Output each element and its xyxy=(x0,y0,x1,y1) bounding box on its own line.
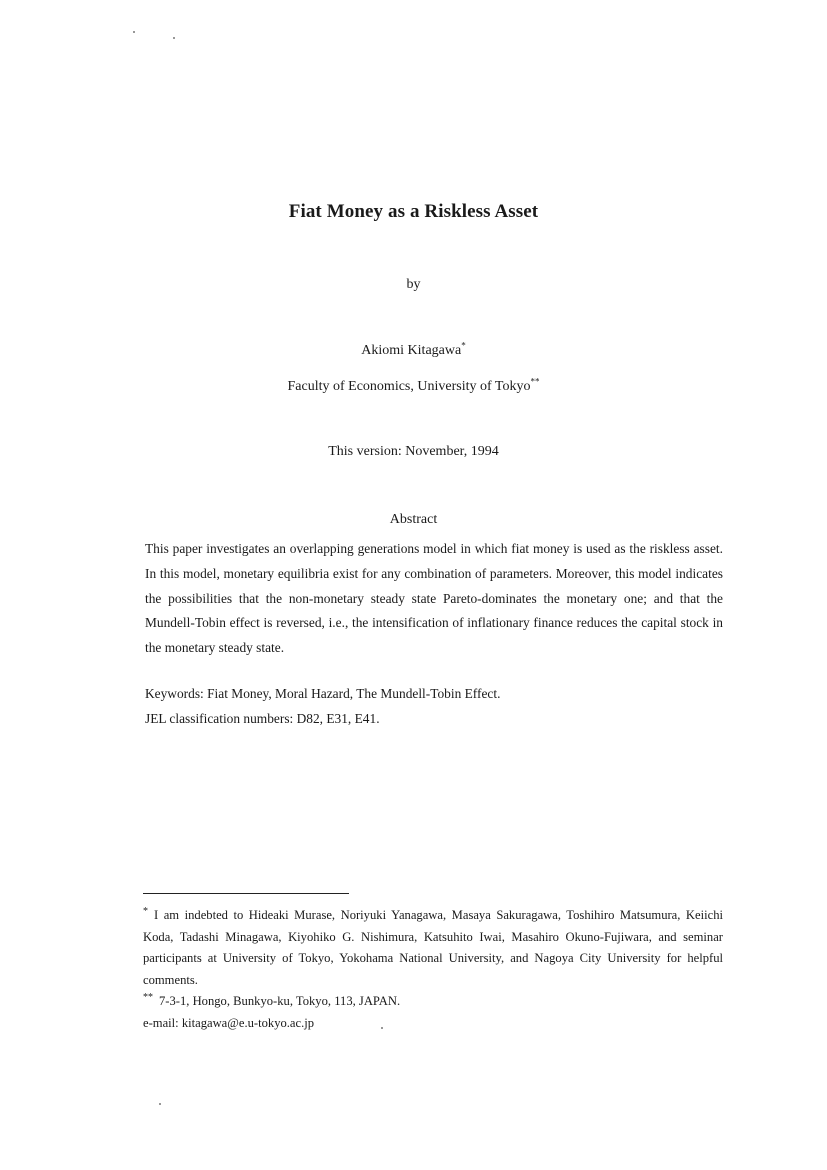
scan-speck xyxy=(173,37,175,39)
footnotes xyxy=(143,905,723,1035)
affiliation-line xyxy=(0,376,827,395)
keywords: Keywords: Fiat Money, Moral Hazard, The Mundell-Tobin Effect. xyxy=(145,686,501,701)
version-date: This version: November, 1994 xyxy=(328,444,499,459)
footnote-1-mark: * xyxy=(143,905,148,917)
abstract-body: This paper investigates an overlapping generations model in which fiat money is used as the riskless asset. In this model, monetary equilibria exist for any combination of parameters. Moreover, this model indicates the possibilities that the non-monetary steady state Pareto-dominates the monetary one; and that the Mundell-Tobin effect is reversed, i.e., the intensification of inflationary finance reduces the capital stock in the monetary steady state. xyxy=(145,541,723,656)
author-name: Akiomi Kitagawa xyxy=(361,343,462,358)
footnote-divider xyxy=(143,893,349,894)
scan-speck xyxy=(159,1103,161,1105)
scan-speck xyxy=(381,1027,383,1029)
author-footnote-mark: * xyxy=(461,340,466,351)
footnote-1-text: I am indebted to Hideaki Murase, Noriyuki Yanagawa, Masaya Sakuragawa, Toshihiro Matsumura, Keiichi Koda, Tadashi Minagawa, Kiyohiko G. Nishimura, Katsuhito Iwai, Masahiro Okuno-Fujiwara, and seminar participants at University of Tokyo, Yokohama National University, and Nagoya City University for helpful comments. xyxy=(143,908,723,987)
footnote-2-mark: ** xyxy=(143,992,153,1004)
abstract-heading: Abstract xyxy=(389,512,438,527)
affiliation-footnote-mark: ** xyxy=(530,376,540,387)
paper-title: Fiat Money as a Riskless Asset xyxy=(288,201,539,222)
contact-email: e-mail: kitagawa@e.u-tokyo.ac.jp xyxy=(143,1015,315,1030)
scan-speck xyxy=(133,31,135,33)
jel-classification: JEL classification numbers: D82, E31, E41. xyxy=(145,711,380,726)
author-affiliation: Faculty of Economics, University of Tokyo xyxy=(287,379,531,394)
footnote-1 xyxy=(143,905,723,991)
by-line: by xyxy=(406,277,421,292)
footnote-2 xyxy=(143,991,723,1013)
footnote-2-text: 7-3-1, Hongo, Bunkyo-ku, Tokyo, 113, JAPAN. xyxy=(159,994,401,1009)
author-line xyxy=(0,340,827,359)
